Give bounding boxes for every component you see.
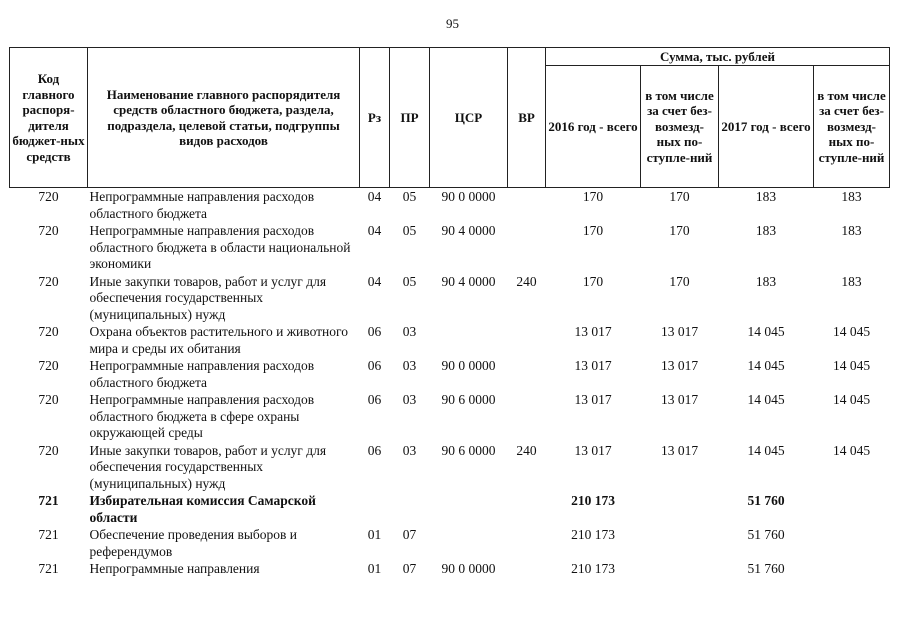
cell-pr: 03 bbox=[402, 324, 417, 339]
cell-incl-2016 bbox=[641, 492, 719, 526]
cell-csr: 90 4 0000 bbox=[441, 223, 496, 238]
table-row bbox=[10, 492, 890, 526]
table-row bbox=[10, 323, 890, 357]
header-total-2017: 2017 год - всего bbox=[719, 66, 814, 188]
cell-rz bbox=[360, 492, 390, 526]
cell-csr: 90 6 0000 bbox=[441, 442, 496, 458]
cell-incl-2017: 14 045 bbox=[832, 324, 871, 339]
cell-pr: 05 bbox=[402, 189, 417, 204]
cell-name: Непрограммные направления расходов областного бюджета bbox=[89, 358, 315, 390]
cell-incl-2016: 13 017 bbox=[660, 442, 699, 458]
cell-name: Иные закупки товаров, работ и услуг для обеспечения государственных (муниципальных) нужд bbox=[89, 273, 327, 322]
table-body bbox=[10, 188, 890, 578]
cell-pr: 07 bbox=[402, 527, 417, 542]
cell-total-2016: 13 017 bbox=[574, 324, 612, 339]
cell-vr bbox=[508, 188, 546, 223]
cell-incl-2016: 13 017 bbox=[660, 358, 699, 373]
cell-vr: 240 bbox=[516, 442, 537, 458]
table-row bbox=[10, 357, 890, 391]
cell-pr: 07 bbox=[402, 561, 417, 576]
table-row bbox=[10, 391, 890, 442]
cell-incl-2016 bbox=[641, 560, 719, 578]
table-header bbox=[10, 48, 890, 188]
cell-rz: 04 bbox=[367, 189, 382, 204]
table-row bbox=[10, 273, 890, 324]
cell-total-2017: 183 bbox=[755, 273, 777, 289]
cell-total-2016: 210 173 bbox=[571, 527, 615, 542]
header-rz: Рз bbox=[360, 48, 390, 188]
cell-vr bbox=[508, 357, 546, 391]
header-sum-group: Сумма, тыс. рублей bbox=[546, 48, 890, 66]
cell-incl-2016 bbox=[641, 526, 719, 560]
cell-incl-2017 bbox=[814, 526, 890, 560]
cell-rz: 06 bbox=[367, 358, 382, 373]
cell-csr: 90 4 0000 bbox=[441, 273, 496, 289]
cell-total-2017: 14 045 bbox=[747, 442, 785, 458]
header-total-2016: 2016 год - всего bbox=[546, 66, 641, 188]
cell-csr bbox=[430, 323, 508, 357]
cell-incl-2017: 14 045 bbox=[832, 358, 871, 373]
cell-csr: 90 0 0000 bbox=[441, 561, 496, 576]
budget-table bbox=[9, 47, 890, 578]
cell-incl-2017: 183 bbox=[841, 273, 862, 289]
cell-code: 720 bbox=[38, 392, 59, 407]
cell-total-2016: 13 017 bbox=[574, 358, 612, 373]
cell-name: Избирательная комиссия Самарской области bbox=[89, 493, 316, 525]
header-incl-2017: в том числе за счет без-возмезд-ных по-ступле-ний bbox=[814, 66, 890, 188]
cell-code: 720 bbox=[38, 273, 59, 289]
cell-vr bbox=[508, 560, 546, 578]
cell-name: Иные закупки товаров, работ и услуг для обеспечения государственных (муниципальных) нужд bbox=[89, 442, 327, 491]
cell-total-2017: 14 045 bbox=[747, 324, 785, 339]
header-name: Наименование главного распорядителя средств областного бюджета, раздела, подраздела, целевой статьи, подгруппы видов расходов bbox=[88, 48, 360, 188]
cell-rz: 06 bbox=[367, 442, 382, 458]
cell-total-2017: 51 760 bbox=[747, 561, 785, 576]
cell-code: 721 bbox=[38, 561, 59, 576]
table-row bbox=[10, 560, 890, 578]
cell-total-2016: 13 017 bbox=[574, 442, 612, 458]
cell-total-2016: 13 017 bbox=[574, 392, 612, 407]
header-csr: ЦСР bbox=[430, 48, 508, 188]
cell-incl-2017: 183 bbox=[841, 189, 862, 204]
cell-vr bbox=[508, 222, 546, 273]
page-number: 95 bbox=[446, 16, 459, 31]
cell-total-2017: 14 045 bbox=[747, 392, 785, 407]
cell-incl-2017 bbox=[814, 492, 890, 526]
cell-total-2017: 14 045 bbox=[747, 358, 785, 373]
cell-rz: 01 bbox=[367, 527, 382, 542]
cell-vr: 240 bbox=[516, 273, 537, 289]
cell-total-2017: 183 bbox=[755, 189, 777, 204]
cell-total-2017: 51 760 bbox=[747, 493, 785, 508]
cell-total-2017: 183 bbox=[755, 223, 777, 238]
table-row bbox=[10, 442, 890, 493]
header-incl-2016: в том числе за счет без-возмезд-ных по-ступле-ний bbox=[641, 66, 719, 188]
table-row bbox=[10, 222, 890, 273]
cell-incl-2016: 170 bbox=[669, 223, 690, 238]
cell-rz: 06 bbox=[367, 392, 382, 407]
cell-incl-2016: 170 bbox=[669, 273, 690, 289]
cell-total-2016: 210 173 bbox=[571, 561, 615, 576]
table-row bbox=[10, 188, 890, 223]
cell-csr: 90 0 0000 bbox=[441, 189, 496, 204]
cell-code: 720 bbox=[38, 189, 59, 204]
cell-incl-2017: 14 045 bbox=[832, 442, 871, 458]
cell-total-2016: 170 bbox=[582, 223, 604, 238]
cell-vr bbox=[508, 492, 546, 526]
cell-total-2016: 170 bbox=[582, 273, 604, 289]
cell-name: Обеспечение проведения выборов и референдумов bbox=[89, 527, 298, 559]
cell-pr: 05 bbox=[402, 273, 417, 289]
cell-csr: 90 6 0000 bbox=[441, 392, 496, 407]
header-pr: ПР bbox=[390, 48, 430, 188]
header-code: Код главного распоря-дителя бюджет-ных средств bbox=[10, 48, 88, 188]
table-row bbox=[10, 526, 890, 560]
cell-code: 721 bbox=[38, 493, 59, 508]
cell-pr: 03 bbox=[402, 358, 417, 373]
cell-pr: 05 bbox=[402, 223, 417, 238]
cell-rz: 06 bbox=[367, 324, 382, 339]
cell-csr bbox=[430, 492, 508, 526]
cell-pr bbox=[390, 492, 430, 526]
cell-total-2016: 170 bbox=[582, 189, 604, 204]
cell-name: Непрограммные направления bbox=[89, 561, 260, 576]
cell-incl-2017: 14 045 bbox=[832, 392, 871, 407]
cell-total-2017: 51 760 bbox=[747, 527, 785, 542]
cell-pr: 03 bbox=[402, 392, 417, 407]
cell-vr bbox=[508, 323, 546, 357]
cell-incl-2016: 13 017 bbox=[660, 324, 699, 339]
cell-code: 720 bbox=[38, 442, 59, 458]
cell-csr: 90 0 0000 bbox=[441, 358, 496, 373]
cell-name: Непрограммные направления расходов областного бюджета в сфере охраны окружающей среды bbox=[89, 392, 315, 440]
cell-vr bbox=[508, 391, 546, 442]
cell-code: 720 bbox=[38, 223, 59, 238]
cell-code: 720 bbox=[38, 358, 59, 373]
cell-name: Непрограммные направления расходов областного бюджета bbox=[89, 189, 315, 221]
cell-rz: 04 bbox=[367, 223, 382, 238]
cell-incl-2017 bbox=[814, 560, 890, 578]
cell-code: 721 bbox=[38, 527, 59, 542]
cell-incl-2016: 170 bbox=[669, 189, 690, 204]
cell-code: 720 bbox=[38, 324, 59, 339]
cell-incl-2016: 13 017 bbox=[660, 392, 699, 407]
cell-name: Непрограммные направления расходов областного бюджета в области национальной экономики bbox=[89, 223, 351, 271]
cell-total-2016: 210 173 bbox=[571, 493, 615, 508]
cell-incl-2017: 183 bbox=[841, 223, 862, 238]
cell-rz: 04 bbox=[367, 273, 382, 289]
cell-name: Охрана объектов растительного и животного мира и среды их обитания bbox=[89, 324, 348, 356]
cell-pr: 03 bbox=[402, 442, 417, 458]
cell-csr bbox=[430, 526, 508, 560]
cell-vr bbox=[508, 526, 546, 560]
header-vr: ВР bbox=[508, 48, 546, 188]
cell-rz: 01 bbox=[367, 561, 382, 576]
